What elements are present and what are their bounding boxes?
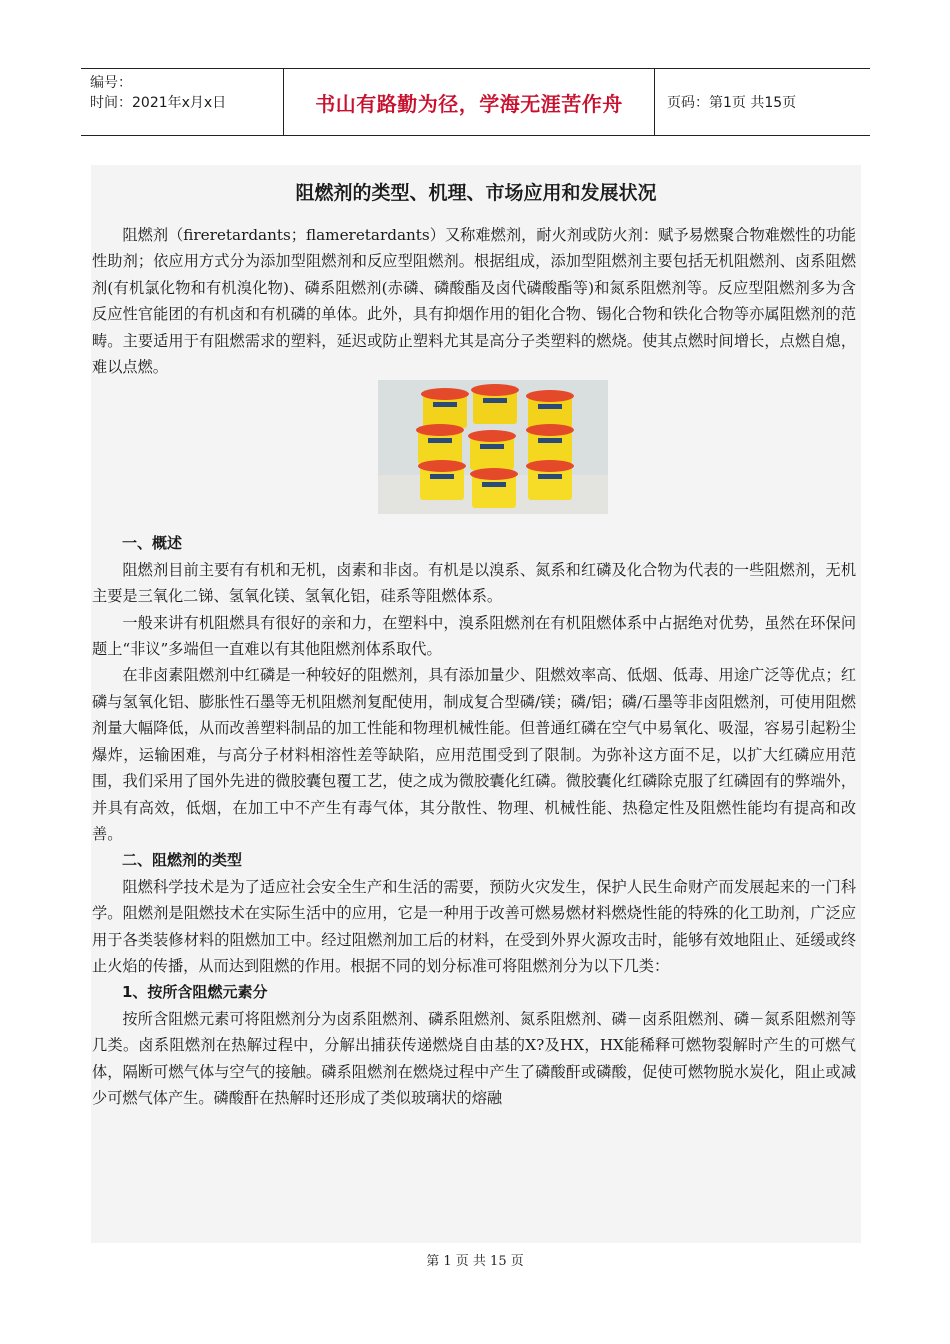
overview-paragraph-2: 一般来讲有机阻燃具有很好的亲和力，在塑料中，溴系阻燃剂在有机阻燃体系中占据绝对优势，虽然在环保问题上“非议”多端但一直难以有其他阻燃剂体系取代。 bbox=[92, 613, 856, 659]
elements-paragraph-1: 按所含阻燃元素可将阻燃剂分为卤系阻燃剂、磷系阻燃剂、氮系阻燃剂、磷－卤系阻燃剂、磷－氮系阻燃剂等几类。卤系阻燃剂在热解过程中，分解出捕获传递燃烧自由基的X?及HX，HX能稀释可燃物裂解时产生的可燃气体，隔断可燃气体与空气的接触。磷系阻燃剂在燃烧过程中产生了磷酸酐或磷酸，促使可燃物脱水炭化，阻止或减少可燃气体产生。磷酸酐在热解时还形成了类似玻璃状的熔融 bbox=[92, 1009, 856, 1107]
yellow-buckets-photo bbox=[378, 380, 608, 514]
buckets-illustration bbox=[378, 380, 608, 514]
figure bbox=[92, 380, 856, 530]
overview-paragraph-3: 在非卤素阻燃剂中红磷是一种较好的阻燃剂，具有添加量少、阻燃效率高、低烟、低毒、用途广泛等优点；红磷与氢氧化铝、膨胀性石墨等无机阻燃剂复配使用，制成复合型磷/镁；磷/铝；磷/石墨等非卤阻燃剂，可使用阻燃剂量大幅降低，从而改善塑料制品的加工性能和物理机械性能。但普通红磷在空气中易氧化、吸湿，容易引起粉尘爆炸，运输困难，与高分子材料相溶性差等缺陷，应用范围受到了限制。为弥补这方面不足，以扩大红磷应用范围，我们采用了国外先进的微胶囊包覆工艺，使之成为微胶囊化红磷。微胶囊化红磷除克服了红磷固有的弊端外，并具有高效，低烟，在加工中不产生有毒气体，其分散性、物理、机械性能、热稳定性及阻燃性能均有提高和改善。 bbox=[92, 666, 856, 843]
header-motto: 书山有路勤为径，学海无涯苦作舟 bbox=[283, 69, 655, 135]
document-date: 时间：2021年x月x日 bbox=[90, 95, 227, 111]
page-header bbox=[81, 68, 870, 136]
article-title: 阻燃剂的类型、机理、市场应用和发展状况 bbox=[295, 182, 657, 204]
header-page-info: 页码：第1页 共15页 bbox=[667, 95, 797, 111]
subsection-heading-elements: 1、按所含阻燃元素分 bbox=[122, 983, 268, 1002]
document-number: 编号： bbox=[90, 75, 132, 91]
intro-paragraph: 阻燃剂（fireretardants；flameretardants）又称难燃剂，耐火剂或防火剂：赋予易燃聚合物难燃性的功能性助剂；依应用方式分为添加型阻燃剂和反应型阻燃剂。根据组成，添加型阻燃剂主要包括无机阻燃剂、卤系阻燃剂(有机氯化物和有机溴化物)、磷系阻燃剂(赤磷、磷酸酯及卤代磷酸酯等)和氮系阻燃剂等。反应型阻燃剂多为含反应性官能团的有机卤和有机磷的单体。此外，具有抑烟作用的钼化合物、锡化合物和铁化合物等亦属阻燃剂的范畴。主要适用于有阻燃需求的塑料，延迟或防止塑料尤其是高分子类塑料的燃烧。使其点燃时间增长，点燃自熄，难以点燃。 bbox=[92, 226, 856, 377]
article-body bbox=[92, 222, 856, 1111]
header-meta bbox=[81, 69, 283, 135]
types-paragraph-1: 阻燃科学技术是为了适应社会安全生产和生活的需要，预防火灾发生，保护人民生命财产而发展起来的一门科学。阻燃剂是阻燃技术在实际生活中的应用，它是一种用于改善可燃易燃材料燃烧性能的特殊的化工助剂，广泛应用于各类装修材料的阻燃加工中。经过阻燃剂加工后的材料，在受到外界火源攻击时，能够有效地阻止、延缓或终止火焰的传播，从而达到阻燃的作用。根据不同的划分标准可将阻燃剂分为以下几类： bbox=[92, 877, 856, 975]
overview-paragraph-1: 阻燃剂目前主要有有机和无机，卤素和非卤。有机是以溴系、氮系和红磷及化合物为代表的一些阻燃剂，无机主要是三氧化二锑、氢氧化镁、氢氧化铝，硅系等阻燃体系。 bbox=[92, 560, 856, 606]
page-footer: 第 1 页 共 15 页 bbox=[426, 1254, 524, 1269]
section-heading-types: 二、阻燃剂的类型 bbox=[122, 851, 243, 870]
section-heading-overview: 一、概述 bbox=[122, 534, 183, 553]
